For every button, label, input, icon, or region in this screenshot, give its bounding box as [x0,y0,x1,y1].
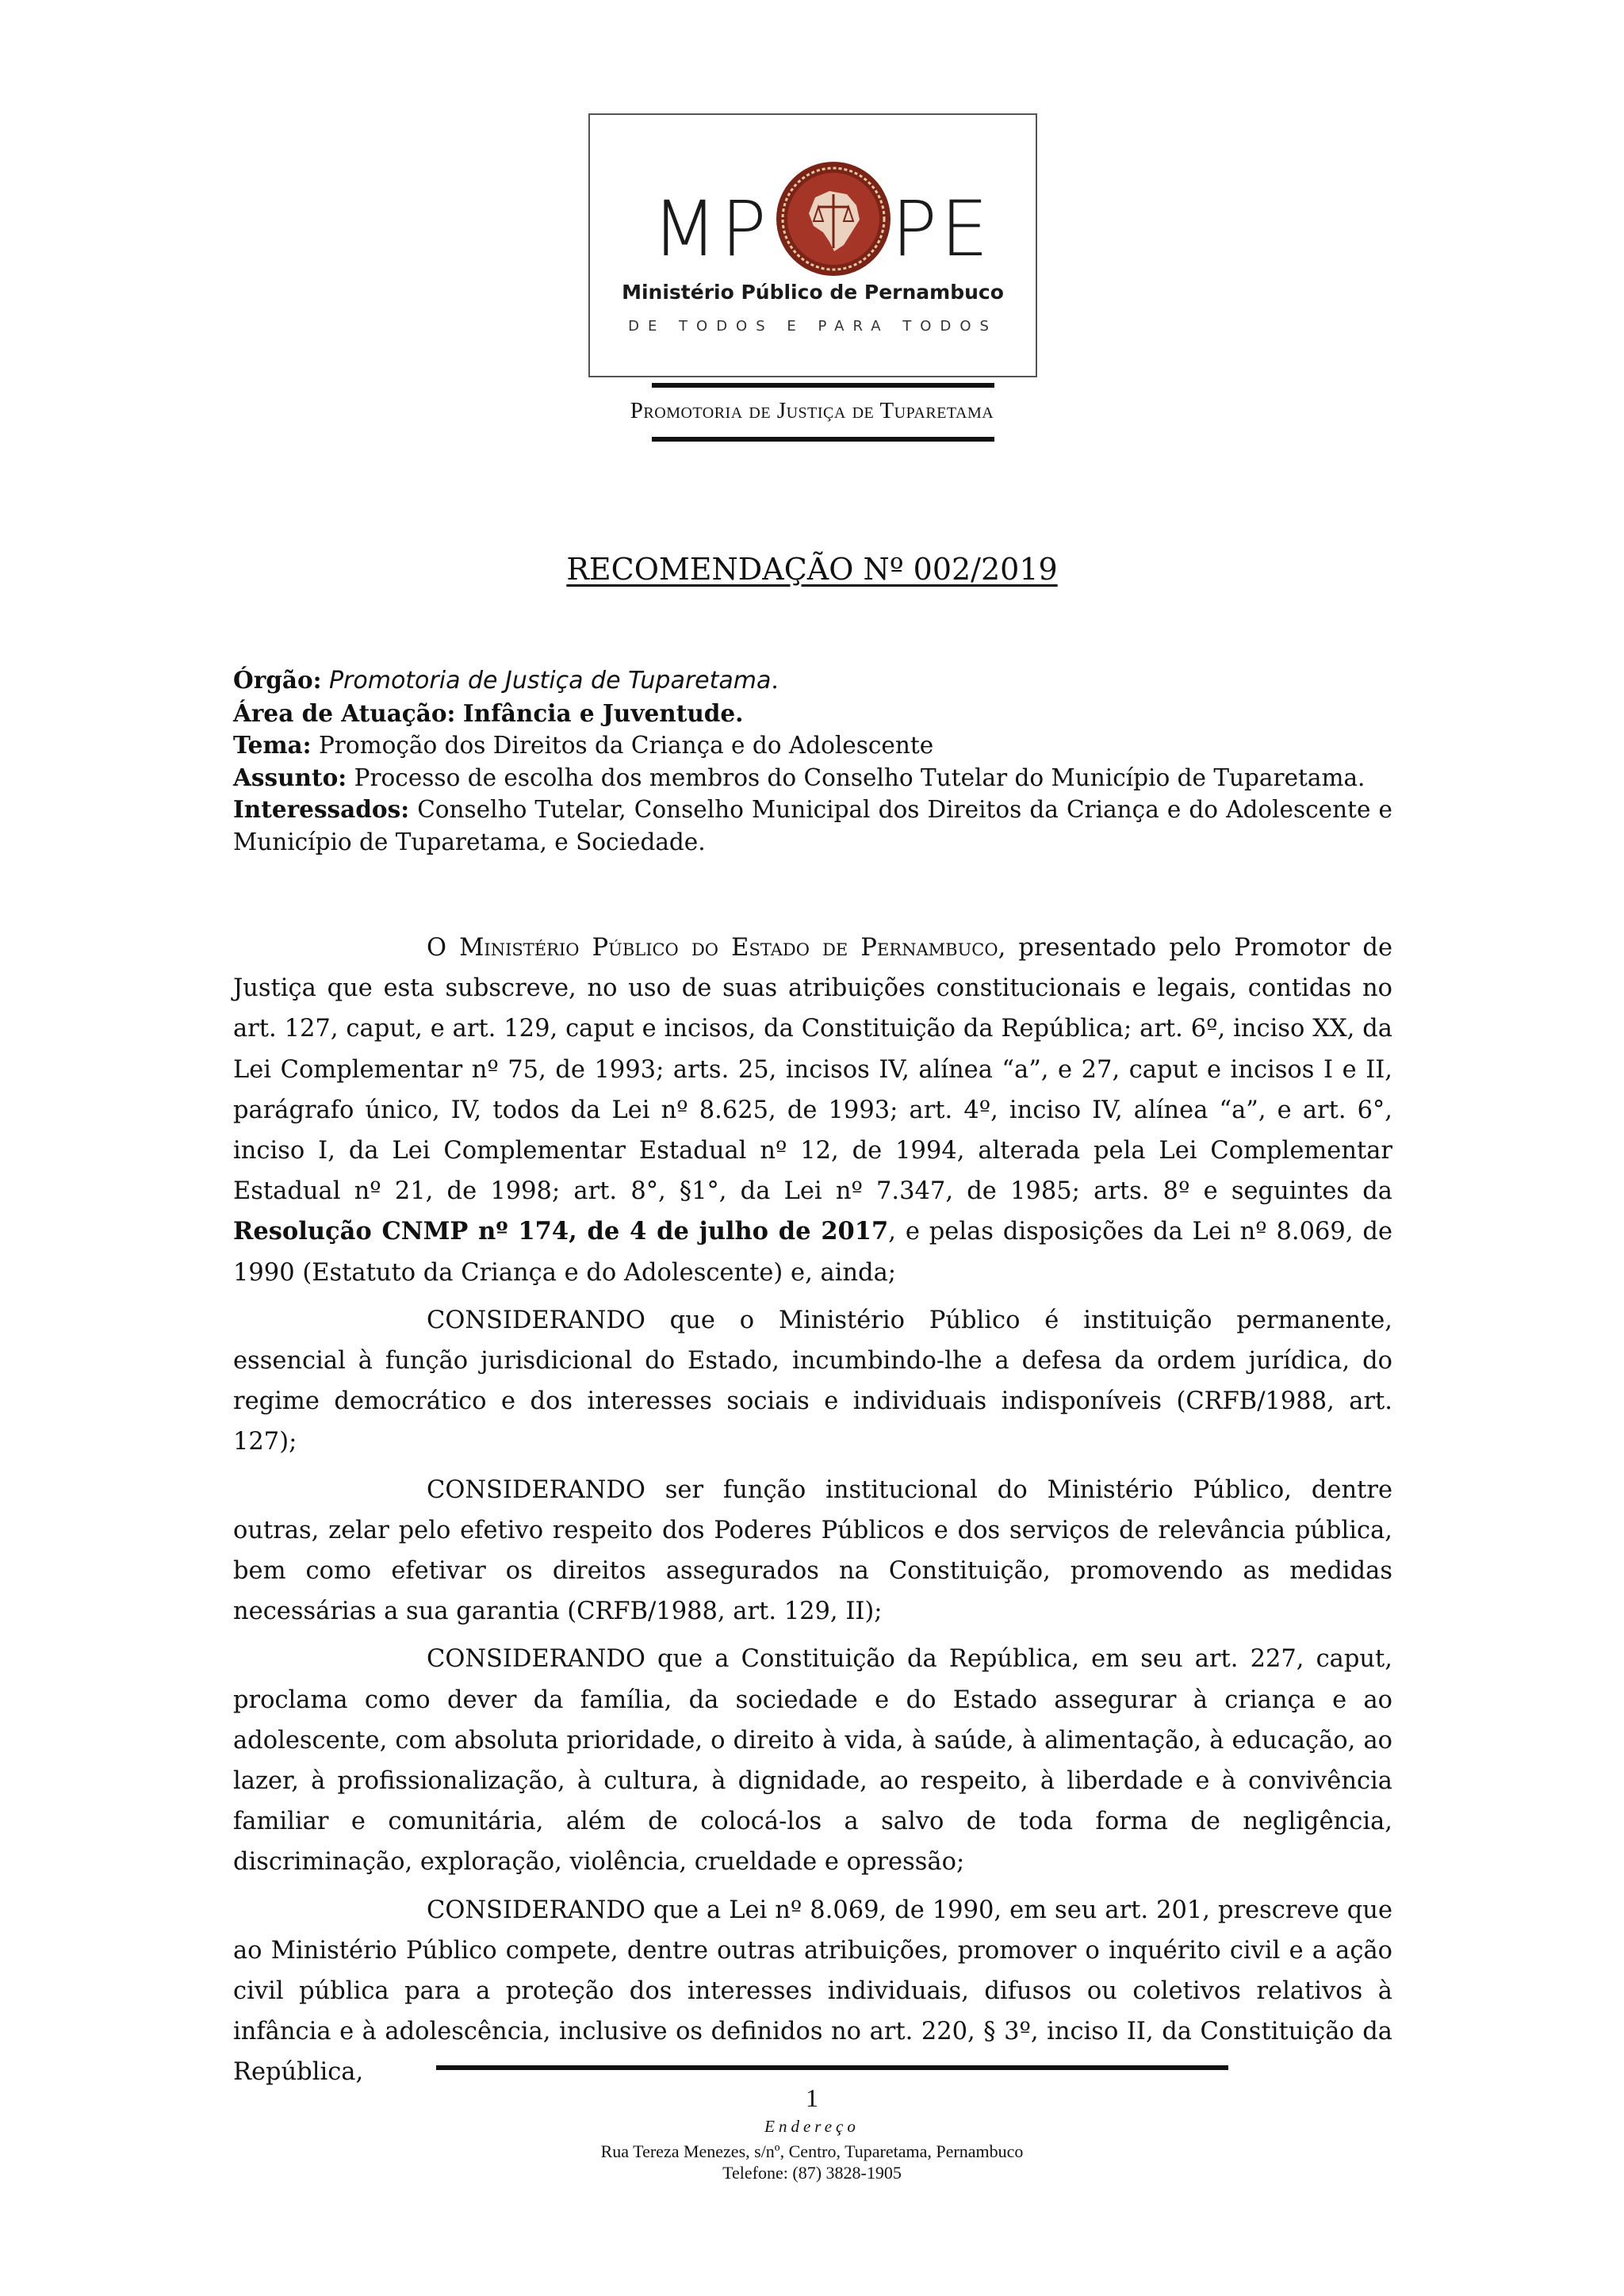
body-paragraph-considerando-1: CONSIDERANDO que o Ministério Público é instituição permanente, essencial à função jurisdicional do Estado, incumbindo-lhe a defesa da ordem jurídica, do regime democrático e dos interesses sociais e individuais indisponíveis (CRFB/1988, art. 127); [233,1306,1392,1456]
footer-address: Rua Tereza Menezes, s/nº, Centro, Tuparetama, Pernambuco [600,2141,1024,2161]
body-paragraph-considerando-2: CONSIDERANDO ser função institucional do Ministério Público, dentre outras, zelar pelo efetivo respeito dos Poderes Públicos e dos serviços de relevância pública, bem como efetivar os direitos assegurados na Constituição, promovendo as medidas necessárias a sua garantia (CRFB/1988, art. 129, II); [233,1475,1392,1626]
meta-area [233,698,1392,730]
page-number: 1 [806,2084,818,2112]
body-preamble-text-a: , presentado pelo Promotor de Justiça que esta subscreve, no uso de suas atribuições constitucionais e legais, contidas no art. 127, caput, e art. 129, caput e incisos, da Constituição da República; art. 6º, inciso XX, da Lei Complementar nº 75, de 1993; arts. 25, incisos IV, alínea “a”, e 27, caput e incisos I e II, parágrafo único, IV, todos da Lei nº 8.625, de 1993; art. 4º, inciso IV, alínea “a”, e art. 6°, inciso I, da Lei Complementar Estadual nº 12, de 1994, alterada pela Lei Complementar Estadual nº 21, de 1998; art. 8°, §1°, da Lei nº 7.347, de 1985; arts. 8º e seguintes da [233,934,1393,1206]
meta-orgao-value: Promotoria de Justiça de Tuparetama [328,667,772,695]
meta-interessados-value: Conselho Tutelar, Conselho Municipal dos Direitos da Criança e do Adolescente e Município de Tuparetama, e Sociedade. [233,796,1392,855]
meta-area-label: Área de Atuação: [233,698,456,727]
meta-tema-label: Tema: [233,731,312,759]
body-paragraph-preamble [233,928,1392,1293]
body-preamble-authority: O Ministério Público do Estado de Pernambuco [427,934,998,962]
meta-orgao: Órgão: Promotoria de Justiça de Tuparetama. [233,666,779,695]
meta-assunto-label: Assunto: [233,763,347,791]
meta-tema-value: Promoção dos Direitos da Criança e do Adolescente [318,732,934,759]
body-paragraph-considerando-3: CONSIDERANDO que a Constituição da República, em seu art. 227, caput, proclama como dever da família, da sociedade e do Estado assegurar à criança e ao adolescente, com absoluta prioridade, o direito à vida, à saúde, à alimentação, à educação, ao lazer, à profissionalização, à cultura, à dignidade, ao respeito, à liberdade e à convivência familiar e comunitária, além de colocá-los a salvo de toda forma de negligência, discriminação, exploração, violência, crueldade e opressão; [233,1645,1392,1877]
meta-tema [233,729,1392,762]
logo-mp-text: MP [652,185,770,274]
body-preamble-text-b: , e pelas disposições da Lei nº 8.069, de 1990 (Estatuto da Criança e do Adolescente) e, ainda; [233,1218,1392,1287]
footer-divider [436,2065,1228,2070]
institution-logo [588,113,1037,377]
office-name [0,398,1624,424]
meta-orgao-label: Órgão: [233,666,322,694]
institution-tagline: DE TODOS E PARA TODOS [628,318,998,335]
meta-interessados-label: Interessados: [233,795,410,823]
meta-interessados [233,794,1392,858]
document-body [233,928,1392,2100]
logo-pe-text: PE [891,185,992,274]
body-paragraph-considerando-4: CONSIDERANDO que a Lei nº 8.069, de 1990, em seu art. 201, prescreve que ao Ministério Público compete, dentre outras atribuições, promover o inquérito civil e a ação civil pública para a proteção dos interesses individuais, difusos ou coletivos relativos à infância e à adolescência, inclusive os definidos no art. 220, § 3º, inciso II, da Constituição da República, [233,1896,1392,2087]
meta-assunto [233,762,1392,794]
footer-address-label: Endereço [764,2117,860,2136]
meta-area-value: Infância e Juventude. [462,698,744,727]
header-divider-bottom [652,437,994,442]
institution-name: Ministério Público de Pernambuco [622,281,1004,304]
seal-icon [774,159,893,278]
footer-phone: Telefone: (87) 3828-1905 [722,2163,902,2183]
meta-assunto-value: Processo de escolha dos membros do Conselho Tutelar do Município de Tuparetama. [354,763,1365,791]
office-name-text: Promotoria de Justiça de Tuparetama [630,398,994,423]
document-metadata [233,664,1392,858]
body-preamble-resolution: Resolução CNMP nº 174, de 4 de julho de 2017 [233,1217,889,1246]
document-title: RECOMENDAÇÃO Nº 002/2019 [566,552,1058,587]
header-divider-top [652,383,994,388]
